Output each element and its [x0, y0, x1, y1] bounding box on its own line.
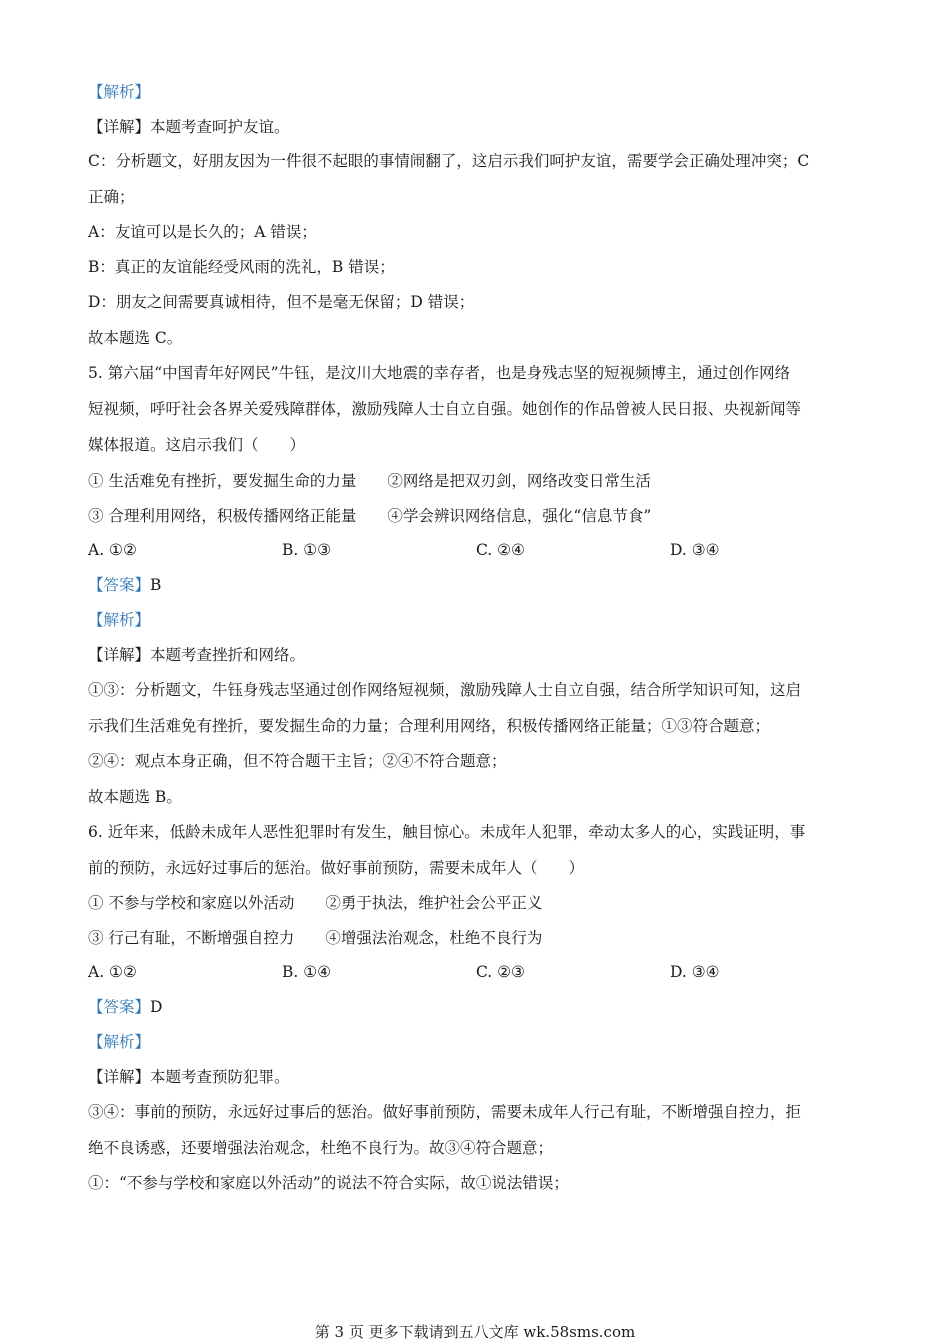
analysis-tag: 【解析】 — [88, 611, 151, 629]
detail-line — [88, 116, 868, 138]
explanation-line: A：友谊可以是长久的；A 错误； — [88, 223, 317, 241]
explanation-line: 故本题选 C。 — [88, 329, 183, 347]
option-d: D. ③④ — [670, 541, 720, 559]
answer-value: D — [150, 998, 163, 1016]
detail-line — [88, 644, 868, 666]
answer-value: B — [150, 576, 162, 594]
answer-line — [88, 574, 868, 596]
explanation-line: B：真正的友谊能经受风雨的洗礼，B 错误； — [88, 258, 395, 276]
detail-text: 本题考查预防犯罪。 — [150, 1068, 290, 1086]
detail-tag: 【详解】 — [88, 1068, 151, 1086]
explanation-line: ①：“不参与学校和家庭以外活动”的说法不符合实际，故①说法错误； — [88, 1174, 569, 1192]
statement-line: ③ 行己有耻，不断增强自控力 ④增强法治观念，杜绝不良行为 — [88, 929, 543, 947]
question-stem-line: 5. 第六届“中国青年好网民”牛钰，是汶川大地震的幸存者，也是身残志坚的短视频博主，通过创作网络 — [88, 364, 791, 382]
explanation-line: D：朋友之间需要真诚相待，但不是毫无保留；D 错误； — [88, 293, 475, 311]
explanation-line: ③④：事前的预防，永远好过事后的惩治。做好事前预防，需要未成年人行己有耻，不断增强自控力，拒 — [88, 1103, 802, 1121]
answer-line — [88, 996, 868, 1018]
detail-text: 本题考查挫折和网络。 — [150, 646, 306, 664]
option-c: C. ②③ — [476, 963, 525, 981]
question-stem-line: 前的预防，永远好过事后的惩治。做好事前预防，需要未成年人（ ） — [88, 859, 585, 877]
analysis-tag: 【解析】 — [88, 1033, 151, 1051]
option-b: B. ①③ — [282, 541, 332, 559]
explanation-line: 绝不良诱惑，还要增强法治观念，杜绝不良行为。故③④符合题意； — [88, 1139, 554, 1157]
question-stem-line: 6. 近年来，低龄未成年人恶性犯罪时有发生，触目惊心。未成年人犯罪，牵动太多人的心，实践证明，事 — [88, 823, 806, 841]
explanation-line: ②④：观点本身正确，但不符合题干主旨；②④不符合题意； — [88, 752, 507, 770]
question-stem-line: 媒体报道。这启示我们（ ） — [88, 436, 306, 454]
explanation-line: ①③：分析题文，牛钰身残志坚通过创作网络短视频，激励残障人士自立自强，结合所学知识可知，这启 — [88, 681, 802, 699]
option-a: A. ①② — [88, 963, 137, 981]
detail-text: 本题考查呵护友谊。 — [150, 118, 290, 136]
explanation-line: 正确； — [88, 188, 135, 206]
explanation-line: 故本题选 B。 — [88, 788, 182, 806]
answer-tag: 【答案】 — [88, 998, 151, 1016]
detail-tag: 【详解】 — [88, 118, 151, 136]
option-c: C. ②④ — [476, 541, 525, 559]
statement-line: ③ 合理利用网络，积极传播网络正能量 ④学会辨识网络信息，强化“信息节食” — [88, 507, 652, 525]
option-d: D. ③④ — [670, 963, 720, 981]
page-footer: 第 3 页 更多下载请到五八文库 wk.58sms.com — [314, 1323, 636, 1341]
explanation-line: C：分析题文，好朋友因为一件很不起眼的事情闹翻了，这启示我们呵护友谊，需要学会正确处理冲突；C — [88, 152, 810, 170]
option-b: B. ①④ — [282, 963, 332, 981]
option-a: A. ①② — [88, 541, 137, 559]
detail-tag: 【详解】 — [88, 646, 151, 664]
explanation-line: 示我们生活难免有挫折，要发掘生命的力量；合理利用网络，积极传播网络正能量；①③符合题意； — [88, 717, 771, 735]
answer-tag: 【答案】 — [88, 576, 151, 594]
statement-line: ① 不参与学校和家庭以外活动 ②勇于执法，维护社会公平正义 — [88, 894, 543, 912]
detail-line — [88, 1066, 868, 1088]
question-stem-line: 短视频，呼吁社会各界关爱残障群体，激励残障人士自立自强。她创作的作品曾被人民日报、央视新闻等 — [88, 400, 802, 418]
analysis-tag: 【解析】 — [88, 83, 151, 101]
statement-line: ① 生活难免有挫折，要发掘生命的力量 ②网络是把双刃剑，网络改变日常生活 — [88, 472, 651, 490]
